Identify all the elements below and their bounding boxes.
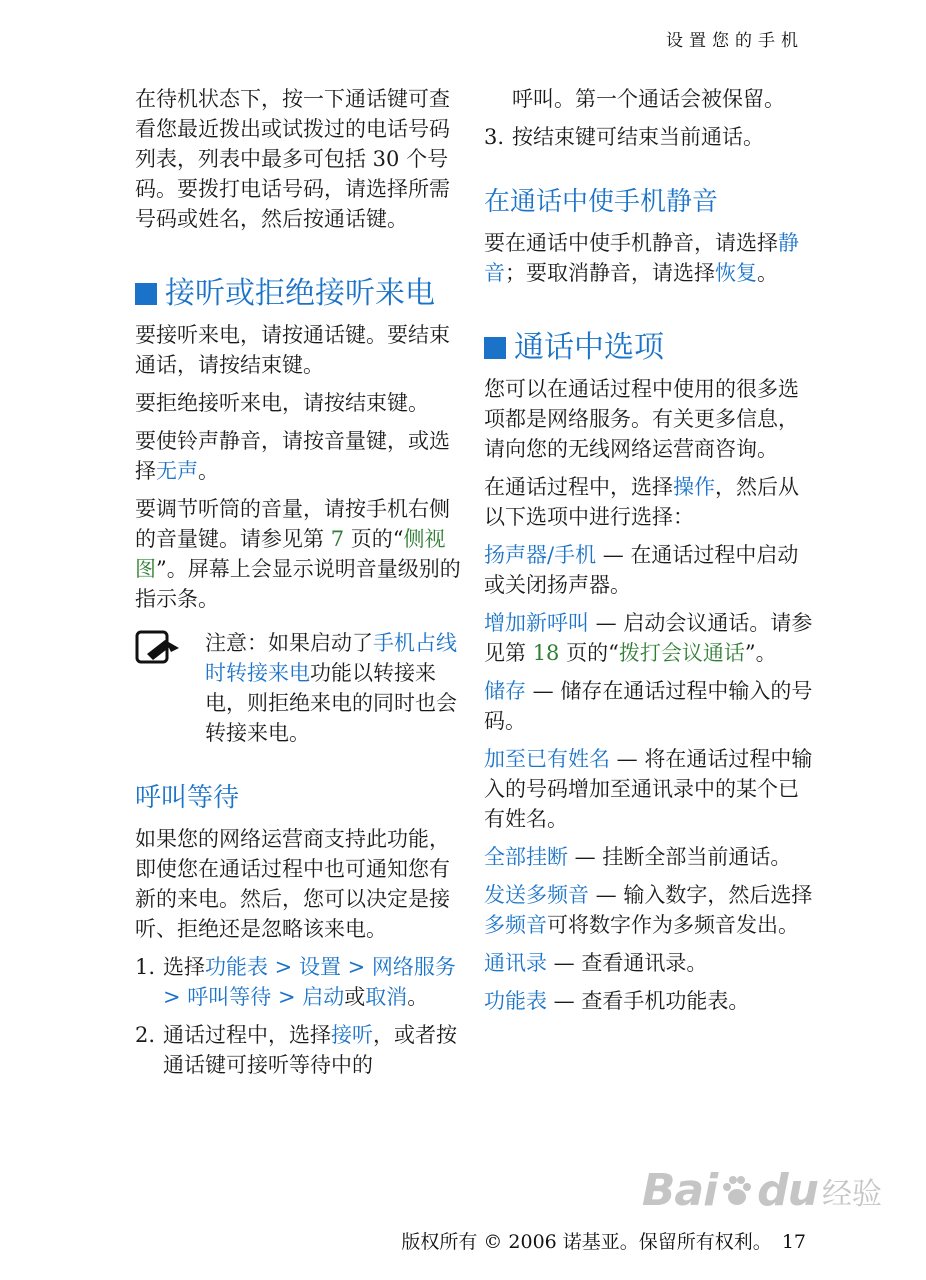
- reject-paragraph: 要拒绝接听来电，请按结束键。: [135, 391, 429, 415]
- text-span: 在通话过程中，选择: [484, 475, 673, 499]
- watermark-jingyan: 经验: [822, 1176, 882, 1212]
- separator: >: [271, 985, 303, 1009]
- answer-paragraph: 要接听来电，请按通话键。要结束通话，请按结束键。: [135, 323, 450, 377]
- text-span: 要调节听筒的音量，请按手机右侧的音量键。请参见第: [135, 497, 450, 551]
- text-span: 选择: [163, 955, 205, 979]
- text-span: 要使铃声静音，请按音量键，或选择: [135, 429, 450, 483]
- steps-list-continued: [484, 122, 816, 152]
- link-conference-call[interactable]: 拨打会议通话: [618, 641, 745, 665]
- step2-continuation: 呼叫。第一个通话会被保留。: [512, 87, 785, 111]
- steps-list: [135, 952, 467, 1080]
- text-span: — 将在通话过程中输入的号码增加至通讯录中的某个已有姓名。: [484, 747, 813, 831]
- link-contacts[interactable]: 通讯录: [484, 951, 547, 975]
- option-dtmf: [484, 880, 816, 940]
- page-number: 17: [781, 1231, 806, 1253]
- text-span: — 启动会议通话。请参见第: [484, 611, 813, 665]
- note-text: [205, 628, 467, 748]
- volume-paragraph: [135, 494, 467, 614]
- left-column: [135, 84, 467, 1088]
- section-title-answer-reject: [135, 274, 467, 314]
- step-body: [163, 952, 467, 1012]
- option-new-call: [484, 608, 816, 668]
- subsection-title-call-waiting: 呼叫等待: [135, 783, 240, 813]
- separator: >: [268, 955, 299, 979]
- list-item: [484, 122, 816, 152]
- link-silent[interactable]: 无声: [156, 459, 198, 483]
- option-add-to-name: [484, 744, 816, 834]
- call-waiting-paragraph: 如果您的网络运营商支持此功能，即使您在通话过程中也可通知您有新的来电。然后，您可以决定是接听、拒绝还是忽略该来电。: [135, 827, 450, 941]
- paw-icon: [719, 1173, 755, 1209]
- baidu-watermark: [642, 1165, 882, 1216]
- step-body: [163, 1020, 467, 1080]
- subsection-title-mute: 在通话中使手机静音: [484, 187, 719, 217]
- list-item: [135, 952, 467, 1012]
- intro-paragraph: 在待机状态下，按一下通话键可查看您最近拨出或试拨过的电话号码列表，列表中最多可包括 30 个号码。要拨打电话号码，请选择所需号码或姓名，然后按通话键。: [135, 87, 450, 231]
- text-span: 如果启动了: [268, 631, 373, 655]
- link-cancel[interactable]: 取消: [365, 985, 408, 1009]
- link-unmute[interactable]: 恢复: [715, 261, 757, 285]
- section-title-text: 接听或拒绝接听来电: [165, 276, 435, 311]
- text-span: 页的“: [344, 527, 404, 551]
- link-menu[interactable]: 功能表: [205, 955, 268, 979]
- link-call-divert[interactable]: 手机占线时转接来电: [205, 631, 457, 685]
- option-menu: [484, 986, 816, 1016]
- option-contacts: [484, 948, 816, 978]
- page-ref-number: 7: [330, 527, 345, 551]
- separator: >: [163, 985, 188, 1009]
- link-end-all[interactable]: 全部挂断: [484, 845, 568, 869]
- note-block: [135, 628, 467, 748]
- step-body: 按结束键可结束当前通话。: [512, 125, 764, 149]
- text-span: 功能以转接来电，则拒绝来电的同时也会转接来电。: [205, 661, 457, 745]
- link-send-dtmf[interactable]: 发送多频音: [484, 883, 589, 907]
- link-loudspeaker[interactable]: 扬声器/手机: [484, 543, 597, 567]
- watermark-du: du: [757, 1165, 818, 1216]
- section-title-text: 通话中选项: [514, 330, 664, 365]
- text-span: — 储存在通话过程中输入的号码。: [484, 679, 813, 733]
- link-activate[interactable]: 启动: [302, 985, 345, 1009]
- text-span: ，然后从以下选项中进行选择：: [484, 475, 799, 529]
- running-header: 设置您的手机: [666, 31, 804, 51]
- section-square-icon: [135, 283, 157, 305]
- link-new-call[interactable]: 增加新呼叫: [484, 611, 589, 635]
- text-span: 。: [407, 985, 429, 1009]
- text-span: — 查看手机功能表。: [547, 989, 750, 1013]
- text-span: ”。屏幕上会显示说明音量级别的指示条。: [135, 557, 461, 611]
- link-settings[interactable]: 设置: [298, 955, 341, 979]
- link-save[interactable]: 储存: [484, 679, 526, 703]
- text-span: — 查看通讯录。: [547, 951, 708, 975]
- mute-paragraph: [484, 228, 816, 288]
- step-number: 3.: [484, 125, 505, 149]
- options-intro: 您可以在通话过程中使用的很多选项都是网络服务。有关更多信息，请向您的无线网络运营商咨询。: [484, 377, 799, 461]
- link-menu-option[interactable]: 功能表: [484, 989, 547, 1013]
- text-span: 。: [757, 261, 778, 285]
- text-span: 页的“: [559, 641, 619, 665]
- text-span: — 在通话过程中启动或关闭扬声器。: [484, 543, 799, 597]
- watermark-bai: Bai: [641, 1165, 718, 1216]
- note-icon: [135, 630, 183, 666]
- step-number: 1.: [135, 955, 156, 979]
- text-span: ”。: [744, 641, 777, 665]
- section-title-call-options: [484, 328, 816, 368]
- option-end-all: [484, 842, 816, 872]
- option-loudspeaker: [484, 540, 816, 600]
- link-add-to-name[interactable]: 加至已有姓名: [484, 747, 610, 771]
- text-span: 要在通话中使手机静音，请选择: [484, 231, 778, 255]
- text-span: 或: [344, 985, 366, 1009]
- note-label: 注意：: [205, 631, 268, 655]
- text-span: ；要取消静音，请选择: [505, 261, 715, 285]
- separator: >: [340, 955, 372, 979]
- options-select: [484, 472, 816, 532]
- page-footer: [401, 1227, 806, 1254]
- link-mute[interactable]: 静音: [484, 231, 799, 285]
- link-answer[interactable]: 接听: [331, 1023, 373, 1047]
- section-square-icon: [484, 337, 506, 359]
- link-side-view[interactable]: 侧视图: [135, 527, 446, 581]
- link-options[interactable]: 操作: [673, 475, 715, 499]
- text-span: 可将数字作为多频音发出。: [547, 913, 799, 937]
- link-network-services[interactable]: 网络服务: [371, 955, 456, 979]
- step-number: 2.: [135, 1023, 156, 1047]
- link-call-waiting[interactable]: 呼叫等待: [187, 985, 272, 1009]
- option-save: [484, 676, 816, 736]
- list-item: [135, 1020, 467, 1080]
- text-span: 。: [198, 459, 219, 483]
- text-span: — 挂断全部当前通话。: [568, 845, 792, 869]
- silence-paragraph: [135, 426, 467, 486]
- text-span: ，或者按通话键可接听等待中的: [163, 1023, 457, 1077]
- copyright-text: 版权所有 © 2006 诺基亚。保留所有权利。: [401, 1231, 772, 1253]
- link-dtmf[interactable]: 多频音: [484, 913, 547, 937]
- text-span: — 输入数字，然后选择: [589, 883, 813, 907]
- right-column: [484, 84, 816, 1024]
- text-span: 通话过程中，选择: [163, 1023, 331, 1047]
- page-ref-number: 18: [532, 641, 560, 665]
